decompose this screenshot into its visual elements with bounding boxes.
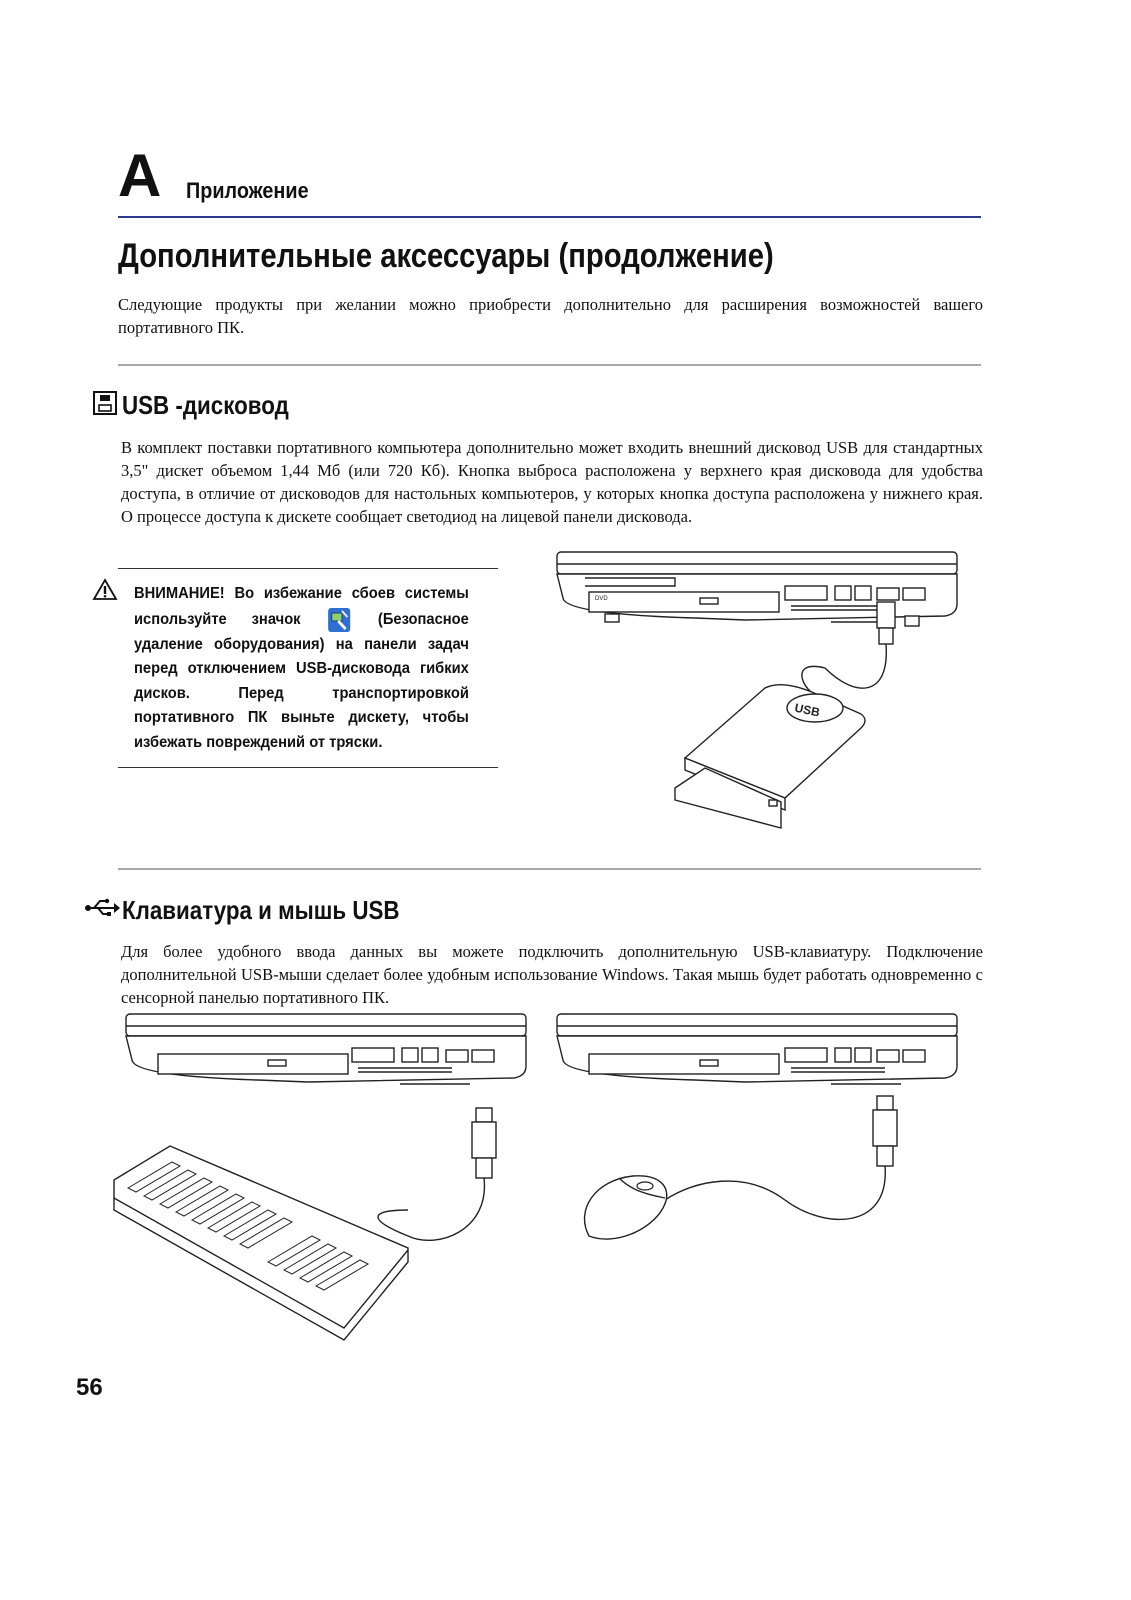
section-divider-2 [118, 868, 981, 870]
warning-text-part2: (Безопасное удаление оборудования) на панели задач перед отключением USB-дисковода гибких дисков. Перед транспортировкой портативного ПК выньте дискету, чтобы избежать повреждений от тряски. [134, 610, 469, 751]
keyboard-mouse-description: Для более удобного ввода данных вы можете подключить дополнительную USB-клавиатуру. Подключение дополнительной USB-мыши сделает более удобным использование Windows. Такая мышь будет работать одновременно с сенсорной панелью портативного ПК. [121, 942, 983, 1007]
intro-paragraph: Следующие продукты при желании можно приобрести дополнительно для расширения возможностей вашего портативного ПК. [118, 295, 983, 337]
usb-mouse-illustration [545, 1010, 975, 1270]
warning-text [134, 582, 469, 755]
usb-floppy-drive [675, 685, 865, 828]
usb-drive-title: USB -дисковод [122, 390, 289, 420]
chapter-title: Приложение [186, 178, 309, 203]
laptop-side-view [557, 1014, 957, 1084]
laptop-side-view [557, 552, 957, 626]
page-title: Дополнительные аксессуары (продолжение) [118, 237, 774, 275]
chapter-divider [118, 216, 981, 218]
warning-text-part1: ВНИМАНИЕ! Во избежание сбоев системы используйте значок [134, 585, 469, 628]
usb-icon [84, 897, 120, 919]
usb-mouse [585, 1176, 667, 1239]
chapter-letter: A [118, 142, 161, 209]
safe-remove-hardware-icon [327, 607, 351, 633]
usb-drive-description: В комплект поставки портативного компьютера дополнительно может входить внешний дисковод USB для стандартных 3,5" дискет объемом 1,44 Мб (или 720 Кб). Кнопка выброса расположена у верхнего края дисковода для удобства доступа, в отличие от дисководов для настольных компьютеров, у которых кнопка доступа расположена у нижнего края. О процессе доступа к дискете сообщает светодиод на лицевой панели дисковода. [121, 438, 983, 526]
usb-cable [665, 1096, 897, 1219]
drive-logo: USB [793, 700, 822, 720]
usb-keyboard-illustration [108, 1010, 538, 1380]
laptop-side-view [126, 1014, 526, 1084]
section-divider [118, 364, 981, 366]
warning-icon [92, 578, 118, 602]
page-number: 56 [76, 1374, 103, 1401]
usb-keyboard [114, 1146, 408, 1340]
dvd-label: DVD [595, 596, 608, 602]
floppy-icon [92, 390, 118, 416]
usb-cable [378, 1108, 496, 1240]
usb-floppy-illustration [545, 548, 975, 848]
keyboard-mouse-title: Клавиатура и мышь USB [122, 895, 400, 925]
